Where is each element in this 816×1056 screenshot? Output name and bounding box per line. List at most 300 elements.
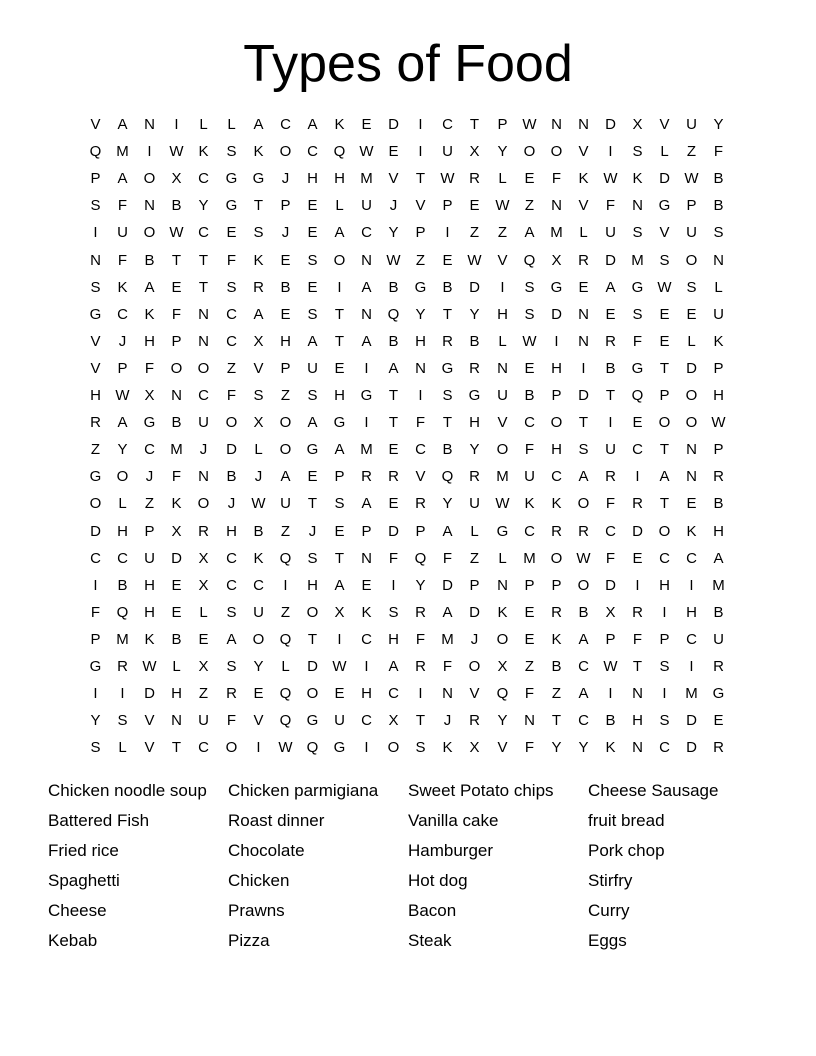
grid-letter[interactable]: C — [117, 550, 128, 567]
grid-letter[interactable]: L — [714, 279, 723, 296]
grid-letter[interactable]: S — [253, 224, 264, 241]
grid-letter[interactable]: F — [524, 685, 535, 702]
grid-letter[interactable]: F — [117, 197, 128, 214]
grid-letter[interactable]: U — [713, 631, 724, 648]
grid-letter[interactable]: Q — [441, 468, 454, 485]
grid-letter[interactable]: W — [386, 252, 401, 269]
grid-letter[interactable]: P — [144, 523, 155, 540]
grid-letter[interactable]: S — [578, 441, 589, 458]
grid-letter[interactable]: D — [605, 252, 616, 269]
grid-letter[interactable]: U — [469, 495, 480, 512]
grid-letter[interactable]: R — [117, 658, 128, 675]
grid-letter[interactable]: X — [198, 550, 209, 567]
grid-letter[interactable]: I — [581, 360, 586, 377]
grid-letter[interactable]: C — [388, 685, 399, 702]
grid-letter[interactable]: B — [388, 279, 399, 296]
grid-letter[interactable]: V — [469, 685, 480, 702]
grid-letter[interactable]: Y — [415, 577, 426, 594]
grid-letter[interactable]: X — [497, 658, 508, 675]
grid-letter[interactable]: F — [524, 441, 535, 458]
grid-letter[interactable]: R — [551, 523, 562, 540]
grid-letter[interactable]: M — [550, 224, 563, 241]
grid-letter[interactable]: W — [440, 170, 455, 187]
grid-letter[interactable]: R — [388, 468, 399, 485]
grid-letter[interactable]: A — [605, 279, 616, 296]
grid-letter[interactable]: I — [445, 224, 450, 241]
grid-letter[interactable]: P — [280, 360, 291, 377]
grid-letter[interactable]: R — [226, 685, 237, 702]
grid-letter[interactable]: C — [90, 550, 101, 567]
grid-letter[interactable]: W — [711, 414, 726, 431]
grid-letter[interactable]: A — [253, 306, 264, 323]
grid-letter[interactable]: B — [605, 712, 616, 729]
grid-letter[interactable]: A — [442, 604, 453, 621]
grid-letter[interactable]: I — [418, 116, 423, 133]
grid-letter[interactable]: W — [576, 550, 591, 567]
grid-letter[interactable]: R — [415, 604, 426, 621]
grid-letter[interactable]: M — [496, 468, 509, 485]
grid-letter[interactable]: F — [388, 550, 399, 567]
grid-letter[interactable]: L — [199, 116, 208, 133]
grid-letter[interactable]: K — [605, 739, 616, 756]
grid-letter[interactable]: H — [280, 333, 291, 350]
grid-letter[interactable]: E — [686, 306, 697, 323]
grid-letter[interactable]: Y — [713, 116, 724, 133]
grid-letter[interactable]: R — [713, 468, 724, 485]
grid-letter[interactable]: C — [144, 441, 155, 458]
grid-letter[interactable]: O — [550, 143, 563, 160]
grid-letter[interactable]: B — [524, 387, 535, 404]
grid-letter[interactable]: Z — [280, 604, 291, 621]
grid-letter[interactable]: J — [281, 224, 290, 241]
grid-letter[interactable]: J — [145, 468, 154, 485]
grid-letter[interactable]: T — [171, 252, 182, 269]
grid-letter[interactable]: P — [90, 631, 101, 648]
grid-letter[interactable]: H — [117, 523, 128, 540]
grid-letter[interactable]: Y — [253, 658, 264, 675]
grid-letter[interactable]: E — [605, 306, 616, 323]
grid-letter[interactable]: N — [144, 197, 155, 214]
grid-letter[interactable]: A — [280, 468, 291, 485]
grid-letter[interactable]: O — [279, 441, 292, 458]
grid-letter[interactable]: Z — [280, 523, 291, 540]
grid-letter[interactable]: G — [333, 739, 346, 756]
grid-letter[interactable]: P — [686, 197, 697, 214]
grid-letter[interactable]: K — [198, 143, 209, 160]
grid-letter[interactable]: H — [713, 523, 724, 540]
grid-letter[interactable]: E — [334, 685, 345, 702]
grid-letter[interactable]: O — [550, 550, 563, 567]
grid-letter[interactable]: N — [442, 685, 453, 702]
grid-letter[interactable]: M — [360, 170, 373, 187]
grid-letter[interactable]: G — [712, 685, 725, 702]
grid-letter[interactable]: T — [334, 550, 345, 567]
grid-letter[interactable]: S — [226, 658, 237, 675]
grid-letter[interactable]: T — [551, 712, 562, 729]
grid-letter[interactable]: E — [171, 577, 182, 594]
grid-letter[interactable]: Z — [280, 387, 291, 404]
grid-letter[interactable]: D — [686, 360, 697, 377]
grid-letter[interactable]: F — [551, 170, 562, 187]
grid-letter[interactable]: I — [608, 685, 613, 702]
grid-letter[interactable]: I — [608, 414, 613, 431]
grid-letter[interactable]: D — [469, 604, 480, 621]
grid-letter[interactable]: P — [442, 197, 453, 214]
grid-letter[interactable]: A — [307, 333, 318, 350]
grid-letter[interactable]: C — [226, 550, 237, 567]
grid-letter[interactable]: K — [578, 170, 589, 187]
grid-letter[interactable]: Y — [415, 306, 426, 323]
grid-letter[interactable]: L — [254, 441, 263, 458]
grid-letter[interactable]: X — [605, 604, 616, 621]
grid-letter[interactable]: X — [469, 143, 480, 160]
grid-letter[interactable]: Y — [497, 143, 508, 160]
grid-letter[interactable]: R — [469, 170, 480, 187]
grid-letter[interactable]: U — [497, 387, 508, 404]
grid-letter[interactable]: R — [632, 604, 643, 621]
grid-letter[interactable]: O — [279, 414, 292, 431]
grid-letter[interactable]: P — [469, 577, 480, 594]
grid-letter[interactable]: L — [118, 739, 127, 756]
grid-letter[interactable]: W — [495, 495, 510, 512]
grid-letter[interactable]: D — [171, 550, 182, 567]
grid-letter[interactable]: Y — [469, 441, 480, 458]
grid-letter[interactable]: Z — [90, 441, 101, 458]
grid-letter[interactable]: I — [93, 685, 98, 702]
grid-letter[interactable]: A — [117, 414, 128, 431]
grid-letter[interactable]: N — [144, 116, 155, 133]
grid-letter[interactable]: E — [307, 197, 318, 214]
grid-letter[interactable]: C — [415, 441, 426, 458]
grid-letter[interactable]: B — [442, 279, 453, 296]
grid-letter[interactable]: M — [441, 631, 454, 648]
grid-letter[interactable]: H — [144, 577, 155, 594]
grid-letter[interactable]: S — [632, 224, 643, 241]
grid-letter[interactable]: K — [713, 333, 724, 350]
grid-letter[interactable]: E — [171, 279, 182, 296]
grid-letter[interactable]: U — [686, 116, 697, 133]
grid-letter[interactable]: D — [144, 685, 155, 702]
grid-letter[interactable]: P — [334, 468, 345, 485]
grid-letter[interactable]: I — [418, 143, 423, 160]
grid-letter[interactable]: A — [144, 279, 155, 296]
grid-letter[interactable]: E — [307, 468, 318, 485]
grid-letter[interactable]: G — [658, 197, 671, 214]
grid-letter[interactable]: H — [171, 685, 182, 702]
grid-letter[interactable]: C — [198, 170, 209, 187]
grid-letter[interactable]: U — [198, 712, 209, 729]
grid-letter[interactable]: D — [605, 577, 616, 594]
grid-letter[interactable]: S — [632, 143, 643, 160]
grid-letter[interactable]: P — [415, 224, 426, 241]
grid-letter[interactable]: I — [337, 279, 342, 296]
grid-letter[interactable]: E — [307, 224, 318, 241]
grid-letter[interactable]: F — [442, 658, 453, 675]
grid-letter[interactable]: G — [225, 197, 238, 214]
grid-letter[interactable]: K — [144, 631, 155, 648]
grid-letter[interactable]: O — [550, 414, 563, 431]
grid-letter[interactable]: D — [686, 739, 697, 756]
grid-letter[interactable]: U — [605, 224, 616, 241]
grid-letter[interactable]: H — [307, 577, 318, 594]
grid-letter[interactable]: R — [605, 468, 616, 485]
grid-letter[interactable]: N — [686, 468, 697, 485]
grid-letter[interactable]: D — [551, 306, 562, 323]
grid-letter[interactable]: N — [578, 306, 589, 323]
grid-letter[interactable]: A — [524, 224, 535, 241]
grid-letter[interactable]: E — [469, 197, 480, 214]
grid-letter[interactable]: O — [577, 577, 590, 594]
grid-letter[interactable]: C — [632, 441, 643, 458]
grid-letter[interactable]: C — [361, 712, 372, 729]
grid-letter[interactable]: O — [685, 414, 698, 431]
grid-letter[interactable]: L — [470, 523, 479, 540]
grid-letter[interactable]: Y — [117, 441, 128, 458]
grid-letter[interactable]: G — [252, 170, 265, 187]
grid-letter[interactable]: E — [253, 685, 264, 702]
grid-letter[interactable]: C — [226, 577, 237, 594]
grid-letter[interactable]: M — [712, 577, 725, 594]
grid-letter[interactable]: D — [659, 170, 670, 187]
grid-letter[interactable]: M — [631, 252, 644, 269]
grid-letter[interactable]: O — [306, 604, 319, 621]
grid-letter[interactable]: G — [360, 387, 373, 404]
grid-letter[interactable]: T — [171, 739, 182, 756]
grid-letter[interactable]: I — [256, 739, 261, 756]
grid-letter[interactable]: U — [686, 224, 697, 241]
grid-letter[interactable]: H — [632, 712, 643, 729]
grid-letter[interactable]: E — [307, 279, 318, 296]
grid-letter[interactable]: Z — [497, 224, 508, 241]
grid-letter[interactable]: N — [171, 712, 182, 729]
grid-letter[interactable]: J — [389, 197, 398, 214]
grid-letter[interactable]: N — [90, 252, 101, 269]
grid-letter[interactable]: P — [497, 116, 508, 133]
grid-letter[interactable]: M — [170, 441, 183, 458]
grid-letter[interactable]: W — [657, 279, 672, 296]
grid-letter[interactable]: V — [90, 360, 101, 377]
grid-letter[interactable]: B — [713, 495, 724, 512]
grid-letter[interactable]: A — [578, 685, 589, 702]
grid-letter[interactable]: V — [90, 333, 101, 350]
grid-letter[interactable]: G — [143, 414, 156, 431]
grid-letter[interactable]: U — [253, 604, 264, 621]
grid-letter[interactable]: I — [635, 468, 640, 485]
grid-letter[interactable]: E — [524, 631, 535, 648]
grid-letter[interactable]: P — [659, 387, 670, 404]
grid-letter[interactable]: A — [578, 631, 589, 648]
grid-letter[interactable]: V — [415, 197, 426, 214]
grid-letter[interactable]: H — [551, 360, 562, 377]
grid-letter[interactable]: R — [415, 658, 426, 675]
grid-letter[interactable]: W — [169, 143, 184, 160]
grid-letter[interactable]: A — [361, 333, 372, 350]
grid-letter[interactable]: O — [197, 360, 210, 377]
grid-letter[interactable]: U — [198, 414, 209, 431]
grid-letter[interactable]: K — [171, 495, 182, 512]
grid-letter[interactable]: B — [605, 360, 616, 377]
grid-letter[interactable]: W — [278, 739, 293, 756]
grid-letter[interactable]: C — [226, 333, 237, 350]
grid-letter[interactable]: V — [144, 739, 155, 756]
grid-letter[interactable]: S — [226, 143, 237, 160]
grid-letter[interactable]: T — [334, 333, 345, 350]
grid-letter[interactable]: K — [253, 252, 264, 269]
grid-letter[interactable]: H — [415, 333, 426, 350]
grid-letter[interactable]: I — [364, 658, 369, 675]
grid-letter[interactable]: E — [226, 224, 237, 241]
grid-letter[interactable]: Q — [279, 550, 292, 567]
grid-letter[interactable]: C — [361, 224, 372, 241]
grid-letter[interactable]: Y — [442, 495, 453, 512]
grid-letter[interactable]: X — [334, 604, 345, 621]
grid-letter[interactable]: I — [364, 360, 369, 377]
grid-letter[interactable]: Q — [523, 252, 536, 269]
grid-letter[interactable]: C — [198, 387, 209, 404]
grid-letter[interactable]: L — [498, 550, 507, 567]
grid-letter[interactable]: F — [605, 197, 616, 214]
grid-letter[interactable]: V — [253, 360, 264, 377]
grid-letter[interactable]: C — [659, 739, 670, 756]
grid-letter[interactable]: Q — [279, 685, 292, 702]
grid-letter[interactable]: L — [118, 495, 127, 512]
grid-letter[interactable]: J — [118, 333, 127, 350]
grid-letter[interactable]: R — [253, 279, 264, 296]
grid-letter[interactable]: E — [334, 523, 345, 540]
grid-letter[interactable]: E — [659, 333, 670, 350]
grid-letter[interactable]: P — [90, 170, 101, 187]
grid-letter[interactable]: Q — [116, 604, 129, 621]
grid-letter[interactable]: U — [442, 143, 453, 160]
grid-letter[interactable]: A — [713, 550, 724, 567]
grid-letter[interactable]: Y — [578, 739, 589, 756]
grid-letter[interactable]: O — [333, 252, 346, 269]
grid-letter[interactable]: L — [199, 604, 208, 621]
grid-letter[interactable]: F — [415, 414, 426, 431]
grid-letter[interactable]: Q — [279, 631, 292, 648]
grid-letter[interactable]: O — [143, 224, 156, 241]
grid-letter[interactable]: H — [90, 387, 101, 404]
grid-letter[interactable]: B — [226, 468, 237, 485]
grid-letter[interactable]: Q — [414, 550, 427, 567]
grid-letter[interactable]: O — [306, 685, 319, 702]
grid-letter[interactable]: B — [388, 333, 399, 350]
grid-letter[interactable]: L — [281, 658, 290, 675]
grid-letter[interactable]: P — [551, 577, 562, 594]
grid-letter[interactable]: J — [308, 523, 317, 540]
grid-letter[interactable]: H — [659, 577, 670, 594]
grid-letter[interactable]: T — [198, 279, 209, 296]
grid-letter[interactable]: C — [551, 468, 562, 485]
grid-letter[interactable]: V — [415, 468, 426, 485]
grid-letter[interactable]: I — [554, 333, 559, 350]
grid-letter[interactable]: M — [523, 550, 536, 567]
grid-letter[interactable]: A — [253, 116, 264, 133]
grid-letter[interactable]: N — [713, 252, 724, 269]
grid-letter[interactable]: N — [171, 387, 182, 404]
grid-letter[interactable]: A — [117, 116, 128, 133]
grid-letter[interactable]: R — [361, 468, 372, 485]
grid-letter[interactable]: L — [172, 658, 181, 675]
grid-letter[interactable]: R — [605, 333, 616, 350]
grid-letter[interactable]: Y — [388, 224, 399, 241]
grid-letter[interactable]: S — [307, 306, 318, 323]
grid-letter[interactable]: X — [469, 739, 480, 756]
grid-letter[interactable]: G — [414, 279, 427, 296]
grid-letter[interactable]: K — [551, 495, 562, 512]
grid-letter[interactable]: W — [684, 170, 699, 187]
grid-letter[interactable]: H — [469, 414, 480, 431]
grid-letter[interactable]: D — [605, 116, 616, 133]
grid-letter[interactable]: H — [551, 441, 562, 458]
grid-letter[interactable]: Q — [496, 685, 509, 702]
grid-letter[interactable]: Z — [469, 550, 480, 567]
grid-letter[interactable]: I — [662, 685, 667, 702]
grid-letter[interactable]: K — [334, 116, 345, 133]
grid-letter[interactable]: E — [361, 577, 372, 594]
grid-letter[interactable]: H — [144, 604, 155, 621]
grid-letter[interactable]: B — [551, 658, 562, 675]
grid-letter[interactable]: B — [171, 197, 182, 214]
grid-letter[interactable]: O — [685, 387, 698, 404]
grid-letter[interactable]: T — [659, 495, 670, 512]
grid-letter[interactable]: L — [335, 197, 344, 214]
grid-letter[interactable]: H — [307, 170, 318, 187]
grid-letter[interactable]: A — [334, 577, 345, 594]
grid-letter[interactable]: O — [225, 739, 238, 756]
grid-letter[interactable]: E — [524, 170, 535, 187]
grid-letter[interactable]: F — [171, 306, 182, 323]
grid-letter[interactable]: O — [387, 739, 400, 756]
grid-letter[interactable]: I — [364, 739, 369, 756]
grid-letter[interactable]: T — [632, 658, 643, 675]
grid-letter[interactable]: O — [197, 495, 210, 512]
grid-letter[interactable]: I — [391, 577, 396, 594]
grid-letter[interactable]: B — [469, 333, 480, 350]
grid-letter[interactable]: J — [199, 441, 208, 458]
grid-letter[interactable]: S — [713, 224, 724, 241]
grid-letter[interactable]: L — [687, 333, 696, 350]
grid-letter[interactable]: J — [470, 631, 479, 648]
grid-letter[interactable]: E — [280, 252, 291, 269]
grid-letter[interactable]: T — [442, 306, 453, 323]
grid-letter[interactable]: B — [171, 631, 182, 648]
grid-letter[interactable]: K — [253, 143, 264, 160]
grid-letter[interactable]: A — [117, 170, 128, 187]
grid-letter[interactable]: F — [605, 550, 616, 567]
grid-letter[interactable]: G — [631, 279, 644, 296]
grid-letter[interactable]: T — [388, 387, 399, 404]
grid-letter[interactable]: A — [578, 468, 589, 485]
grid-letter[interactable]: F — [90, 604, 101, 621]
grid-letter[interactable]: Q — [333, 143, 346, 160]
grid-letter[interactable]: X — [388, 712, 399, 729]
grid-letter[interactable]: O — [496, 631, 509, 648]
grid-letter[interactable]: A — [334, 441, 345, 458]
grid-letter[interactable]: K — [253, 550, 264, 567]
grid-letter[interactable]: R — [198, 523, 209, 540]
grid-letter[interactable]: N — [497, 360, 508, 377]
grid-letter[interactable]: U — [144, 550, 155, 567]
grid-letter[interactable]: K — [361, 604, 372, 621]
grid-letter[interactable]: X — [253, 414, 264, 431]
grid-letter[interactable]: Z — [524, 658, 535, 675]
grid-letter[interactable]: O — [225, 414, 238, 431]
grid-letter[interactable]: X — [171, 523, 182, 540]
grid-letter[interactable]: Z — [226, 360, 237, 377]
grid-letter[interactable]: B — [713, 170, 724, 187]
grid-letter[interactable]: C — [578, 658, 589, 675]
